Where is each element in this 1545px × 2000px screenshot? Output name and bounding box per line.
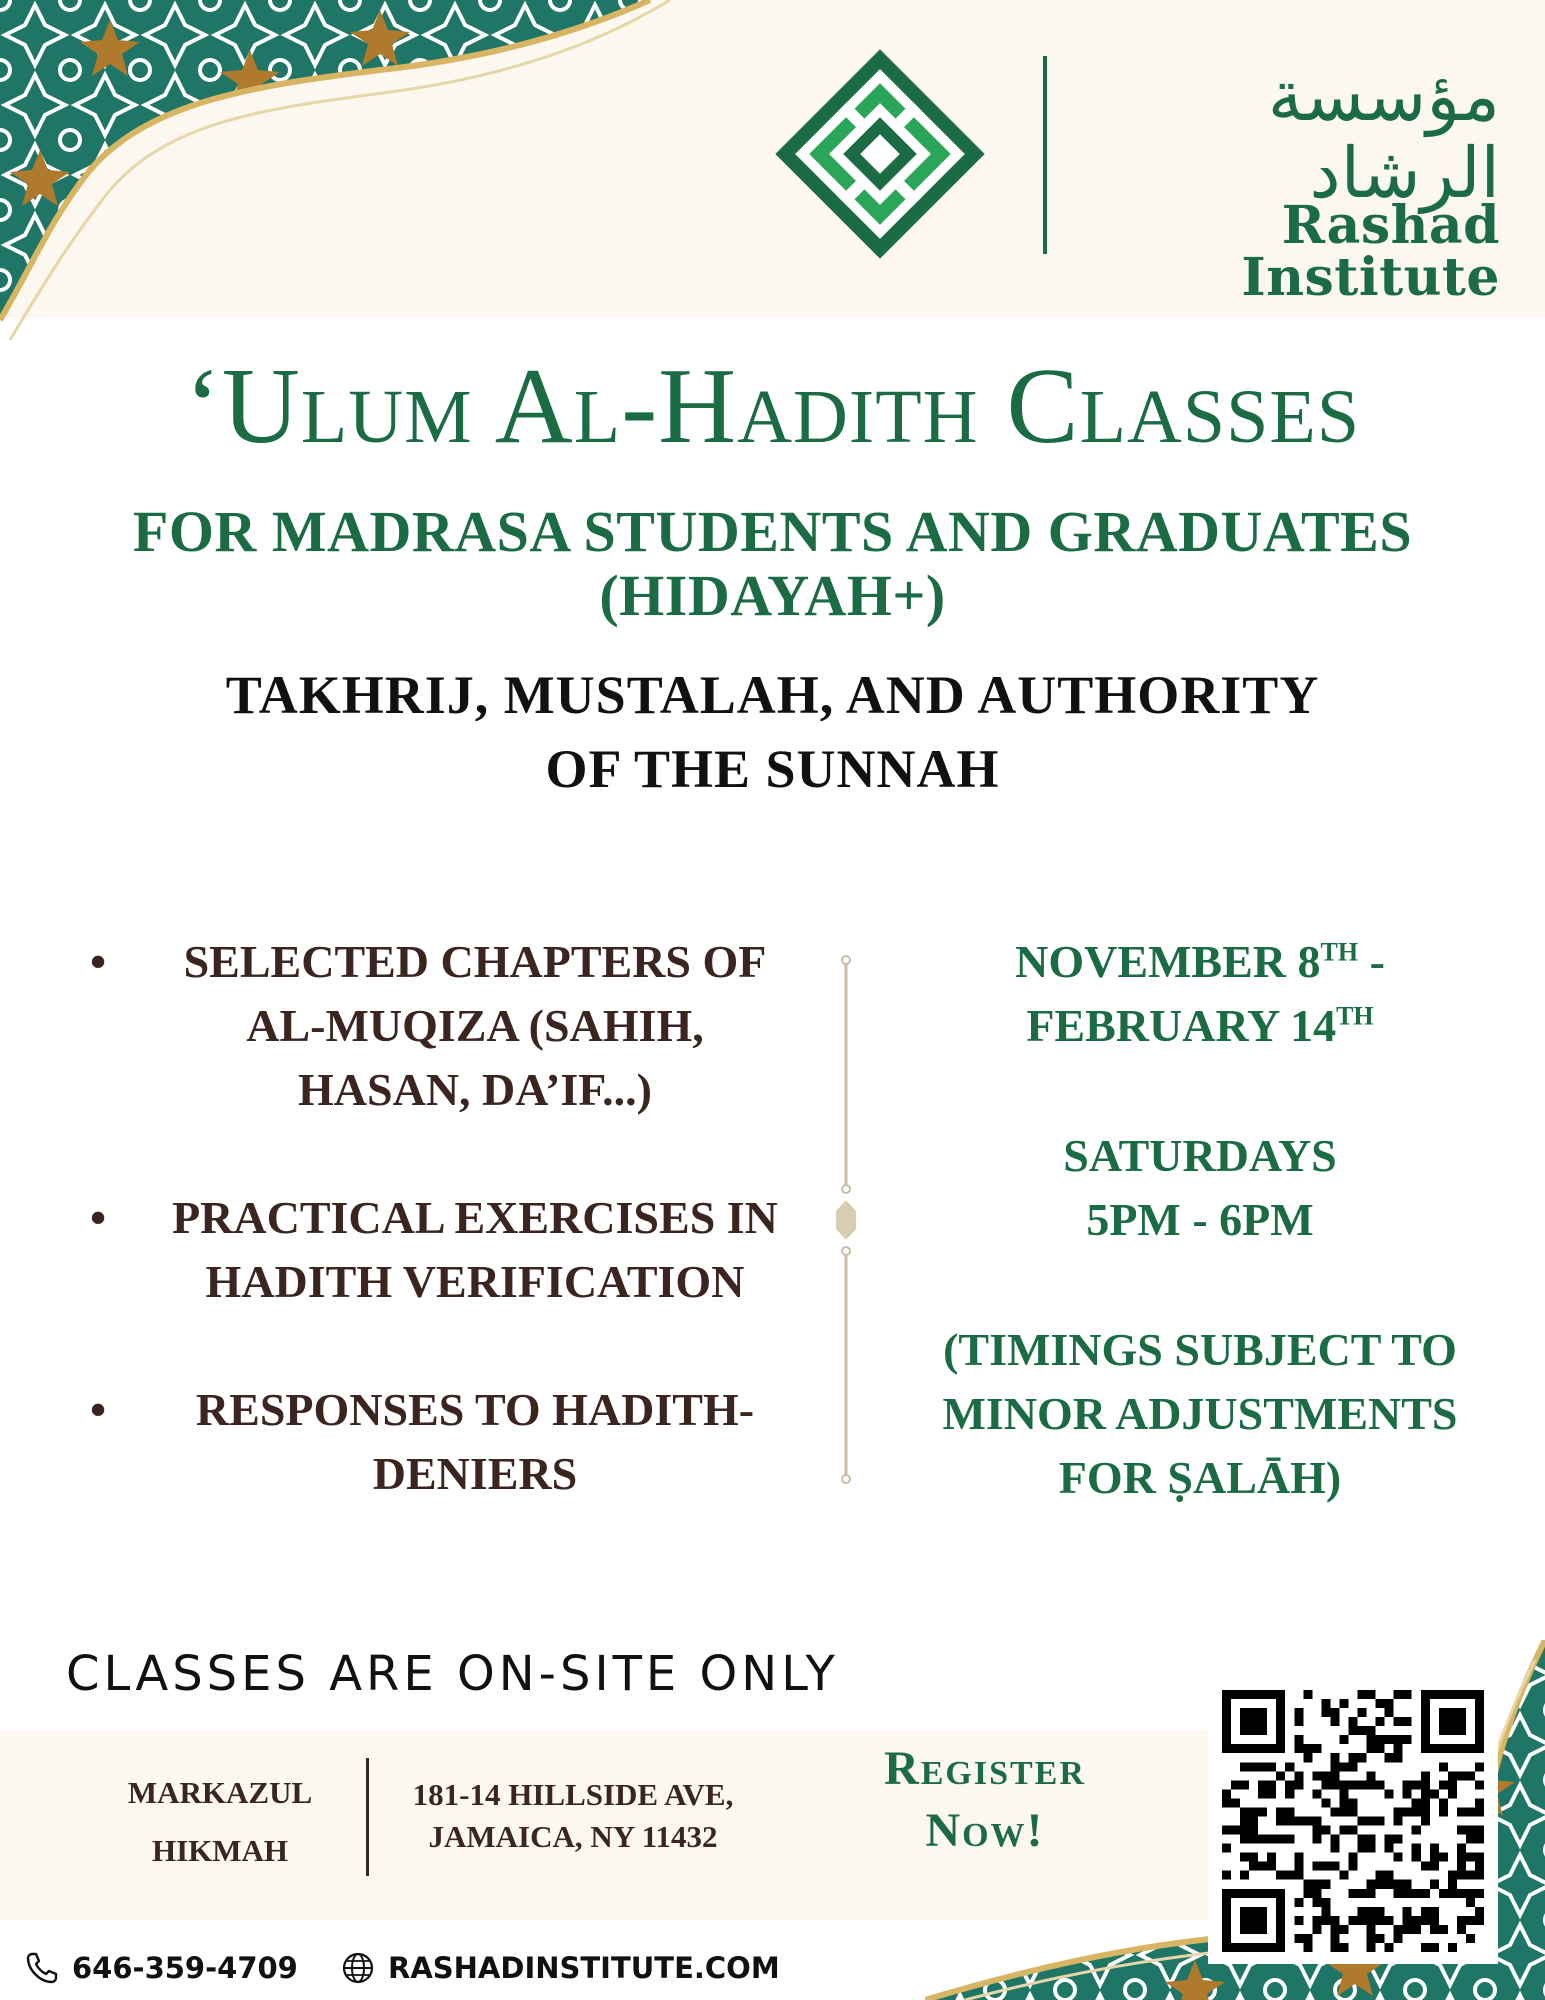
qr-code[interactable] — [1222, 1690, 1484, 1952]
rashad-logo-icon — [772, 46, 988, 262]
schedule — [900, 930, 1500, 1510]
venue-address — [398, 1774, 748, 1858]
timing-note — [900, 1318, 1500, 1510]
list-item — [80, 1186, 800, 1314]
class-time — [900, 1124, 1500, 1252]
address-line: JAMAICA, NY 11432 — [428, 1819, 718, 1854]
register-line: Register — [884, 1742, 1086, 1795]
list-item-line: HADITH VERIFICATION — [205, 1256, 745, 1307]
phone-number: 646-359-4709 — [72, 1951, 298, 1985]
course-topics-list — [80, 930, 800, 1506]
start-date: NOVEMBER 8TH - — [1015, 936, 1385, 987]
class-hours: 5PM - 6PM — [1086, 1194, 1314, 1245]
venue-divider — [366, 1758, 369, 1876]
column-divider — [836, 955, 856, 1485]
timing-note-line: FOR ṢALĀH) — [1058, 1452, 1342, 1503]
onsite-notice: CLASSES ARE ON-SITE ONLY — [66, 1646, 839, 1702]
phone-icon — [24, 1950, 60, 1986]
list-item-line: • PRACTICAL EXERCISES IN — [172, 1192, 778, 1243]
phone-contact[interactable] — [24, 1948, 298, 1988]
brand-name-arabic: مؤسسة الرشاد — [1267, 55, 1500, 214]
website-url: RASHADINSTITUTE.COM — [388, 1951, 780, 1985]
list-item-line: • RESPONSES TO HADITH- — [195, 1384, 755, 1435]
venue-name-line: MARKAZUL — [127, 1775, 313, 1810]
address-line: 181-14 HILLSIDE AVE, — [412, 1777, 734, 1812]
topic-line: OF THE SUNNAH — [545, 739, 1000, 799]
globe-icon — [340, 1950, 376, 1986]
sub-title: FOR MADRASA STUDENTS AND GRADUATES (HIDAYAH+) — [132, 499, 1413, 628]
list-item — [80, 1378, 800, 1506]
list-item-line: HASAN, DA’IF...) — [298, 1064, 652, 1115]
date-range — [900, 930, 1500, 1058]
logo-divider — [1043, 56, 1047, 254]
list-item-line: • SELECTED CHAPTERS OF — [183, 936, 767, 987]
register-now-link[interactable] — [820, 1738, 1150, 1862]
decorative-pattern-top-left — [0, 0, 680, 340]
main-title: ‘Ulum Al-Hadith Classes — [184, 347, 1361, 466]
topic-heading — [0, 658, 1545, 806]
class-days: SATURDAYS — [1063, 1130, 1337, 1181]
venue-name-line: HIKMAH — [151, 1833, 289, 1868]
list-item-line: AL-MUQIZA (SAHIH, — [246, 1000, 704, 1051]
end-date: FEBRUARY 14TH — [1026, 1000, 1374, 1051]
topic-line: TAKHRIJ, MUSTALAH, AND AUTHORITY — [225, 665, 1320, 725]
register-line: Now! — [925, 1804, 1045, 1857]
brand-name-english: Rashad Institute — [1241, 195, 1500, 308]
website-contact[interactable] — [340, 1948, 780, 1988]
list-item — [80, 930, 800, 1122]
timing-note-line: (TIMINGS SUBJECT TO — [943, 1324, 1457, 1375]
venue-name — [110, 1764, 330, 1880]
list-item-line: DENIERS — [372, 1448, 578, 1499]
timing-note-line: MINOR ADJUSTMENTS — [942, 1388, 1458, 1439]
